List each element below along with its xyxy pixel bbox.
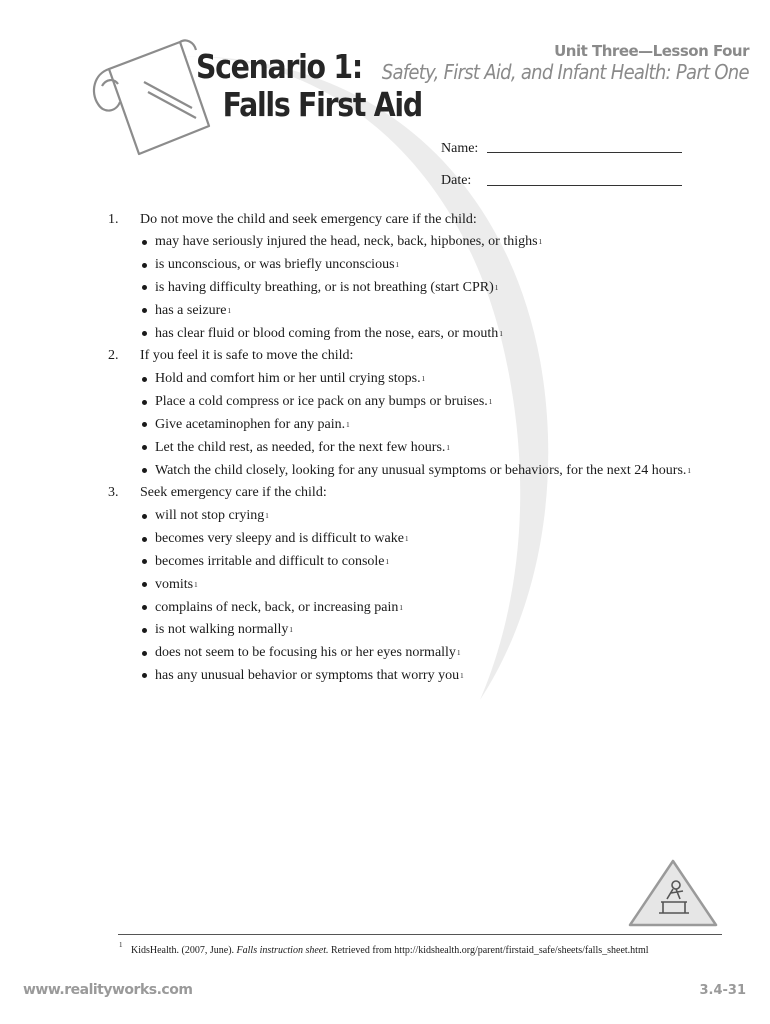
section-heading: Seek emergency care if the child: <box>140 485 327 501</box>
bullet-icon <box>142 605 147 610</box>
citation-marker: 1 <box>446 443 450 452</box>
bullet-icon <box>142 514 147 519</box>
section-number: 3. <box>108 485 119 501</box>
unit-subtitle: Safety, First Aid, and Infant Health: Part One <box>381 60 749 84</box>
footnote-prefix: KidsHealth. (2007, June). <box>131 945 237 956</box>
bullet-icon <box>142 673 147 678</box>
list-item-text: does not seem to be focusing his or her eyes normally <box>155 645 456 661</box>
citation-marker: 1 <box>460 671 464 680</box>
list-item-text: is unconscious, or was briefly unconscious <box>155 257 395 273</box>
citation-marker: 1 <box>488 398 493 407</box>
bullet-icon <box>142 422 147 427</box>
list-item <box>142 459 728 482</box>
name-field[interactable] <box>487 152 682 153</box>
list-item-text: will not stop crying <box>155 508 265 524</box>
instruction-list <box>108 208 728 687</box>
list-item <box>142 528 728 551</box>
footnote <box>118 941 649 956</box>
name-label: Name: <box>441 141 479 156</box>
bullet-list <box>108 368 728 482</box>
section-heading: Do not move the child and seek emergency care if the child: <box>140 211 477 227</box>
section-1 <box>108 208 728 345</box>
citation-marker: 1 <box>494 283 499 292</box>
bullet-icon <box>142 263 147 268</box>
list-item <box>142 391 728 414</box>
list-item-text: becomes very sleepy and is difficult to wake <box>155 531 404 547</box>
citation-marker: 1 <box>404 535 409 544</box>
bullet-list <box>108 231 728 345</box>
date-label: Date: <box>441 173 472 188</box>
bullet-icon <box>142 651 147 656</box>
citation-marker: 1 <box>399 603 403 612</box>
section-heading-row <box>108 345 728 368</box>
citation-marker: 1 <box>385 557 390 566</box>
bullet-icon <box>142 285 147 290</box>
list-item-text: vomits <box>155 576 194 592</box>
citation-marker: 1 <box>265 512 269 521</box>
bullet-icon <box>142 331 147 336</box>
footer-website: www.realityworks.com <box>23 982 193 998</box>
footnote-source: Retrieved from http://kidshealth.org/parent/firstaid_safe/sheets/falls_sheet.html <box>328 945 649 956</box>
title-line-1: Scenario 1: <box>196 47 362 86</box>
list-item <box>142 231 728 254</box>
footnote-title: Falls instruction sheet. <box>236 945 329 956</box>
section-2 <box>108 345 728 482</box>
footnote-marker: 1 <box>119 941 123 949</box>
bullet-icon <box>142 537 147 542</box>
citation-marker: 1 <box>499 329 503 338</box>
bullet-icon <box>142 628 147 633</box>
list-item-text: complains of neck, back, or increasing pain <box>155 599 399 615</box>
section-3 <box>108 482 728 687</box>
bullet-list <box>108 505 728 687</box>
citation-marker: 1 <box>289 626 293 635</box>
section-number: 2. <box>108 348 119 364</box>
bullet-icon <box>142 377 147 382</box>
list-item-text: becomes irritable and difficult to console <box>155 553 385 569</box>
citation-marker: 1 <box>227 306 232 315</box>
date-field[interactable] <box>487 185 682 186</box>
unit-lesson-label: Unit Three—Lesson Four <box>554 42 749 60</box>
list-item <box>142 596 728 619</box>
list-item <box>142 505 728 528</box>
list-item <box>142 322 728 345</box>
list-item <box>142 254 728 277</box>
citation-marker: 1 <box>194 580 198 589</box>
list-item-text: is having difficulty breathing, or is not breathing (start CPR) <box>155 279 494 295</box>
list-item <box>142 619 728 642</box>
citation-marker: 1 <box>456 649 461 658</box>
list-item-text: has clear fluid or blood coming from the nose, ears, or mouth <box>155 325 499 341</box>
bullet-icon <box>142 559 147 564</box>
page-number: 3.4-31 <box>699 983 746 998</box>
list-item <box>142 551 728 574</box>
bullet-icon <box>142 445 147 450</box>
section-number: 1. <box>108 211 119 227</box>
citation-marker: 1 <box>687 466 691 475</box>
list-item <box>142 665 728 688</box>
section-heading: If you feel it is safe to move the child: <box>140 348 354 364</box>
list-item-text: Give acetaminophen for any pain. <box>155 416 346 432</box>
citation-marker: 1 <box>421 375 426 384</box>
notepad-icon <box>84 34 214 169</box>
citation-marker: 1 <box>538 238 543 247</box>
list-item-text: has a seizure <box>155 302 227 318</box>
list-item-text: may have seriously injured the head, neck, back, hipbones, or thighs <box>155 234 538 250</box>
list-item <box>142 277 728 300</box>
list-item-text: has any unusual behavior or symptoms that worry you <box>155 667 460 683</box>
list-item <box>142 299 728 322</box>
list-item-text: is not walking normally <box>155 622 289 638</box>
bullet-icon <box>142 240 147 245</box>
list-item <box>142 642 728 665</box>
footnote-divider <box>118 934 722 935</box>
bullet-icon <box>142 468 147 473</box>
bullet-icon <box>142 400 147 405</box>
title-line-2: Falls First Aid <box>222 85 422 124</box>
list-item <box>142 436 728 459</box>
list-item-text: Place a cold compress or ice pack on any bumps or bruises. <box>155 394 488 410</box>
list-item <box>142 573 728 596</box>
citation-marker: 1 <box>395 261 400 270</box>
bullet-icon <box>142 582 147 587</box>
list-item-text: Let the child rest, as needed, for the next few hours. <box>155 439 446 455</box>
list-item <box>142 414 728 437</box>
section-heading-row <box>108 208 728 231</box>
section-heading-row <box>108 482 728 505</box>
bullet-icon <box>142 308 147 313</box>
list-item <box>142 368 728 391</box>
list-item-text: Watch the child closely, looking for any unusual symptoms or behaviors, for the next 24 hours. <box>155 462 687 478</box>
warning-triangle-icon <box>627 858 719 928</box>
list-item-text: Hold and comfort him or her until crying stops. <box>155 371 421 387</box>
citation-marker: 1 <box>346 420 350 429</box>
